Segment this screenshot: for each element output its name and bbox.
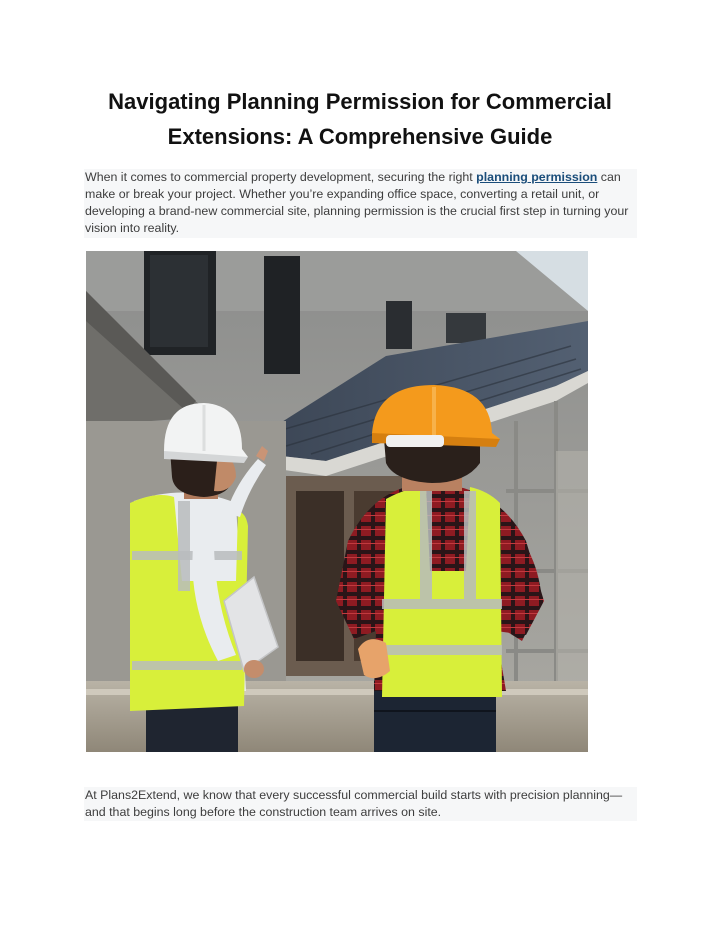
page-title: Navigating Planning Permission for Commercial Extensions: A Comprehensive Guide — [108, 89, 612, 149]
intro-text-start: When it comes to commercial property development, securing the right — [85, 170, 477, 184]
planning-permission-link[interactable]: planning permission — [476, 170, 598, 184]
construction-workers-photo — [86, 251, 588, 752]
outro-paragraph: At Plans2Extend, we know that every successful commercial build starts with precision planning—and that begins long before the construction team arrives on site. — [84, 787, 637, 821]
intro-paragraph — [84, 169, 637, 238]
intro-text-end: can make or break your project. Whether you’re expanding office space, converting a retail unit, or developing a brand-new commercial site, planning permission is the crucial first step in turning your vision into reality. — [85, 170, 629, 235]
